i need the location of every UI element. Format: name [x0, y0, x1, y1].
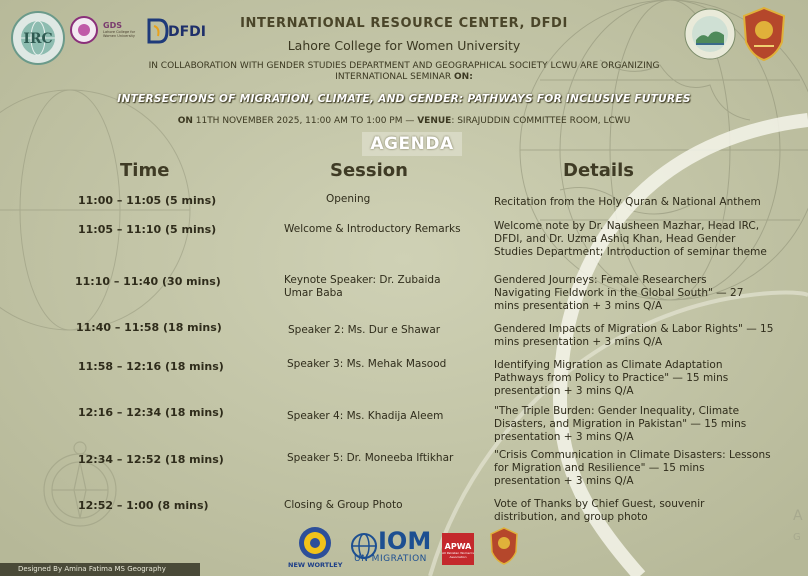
gds-logo-sub2: Women University: [103, 34, 135, 38]
row-time: 12:16 – 12:34 (18 mins): [78, 406, 224, 419]
row-details: "Crisis Communication in Climate Disasters: Lessons for Migration and Resilience" — 15 mins presentation + 3 mins Q/A: [494, 449, 771, 487]
row-time: 12:34 – 12:52 (18 mins): [78, 453, 224, 466]
row-session: Speaker 5: Dr. Moneeba Iftikhar: [287, 452, 454, 464]
column-header-details: Details: [563, 160, 634, 181]
designer-credit-bar: [0, 563, 200, 576]
apwa-sub2: Association: [449, 555, 467, 559]
row-session: Closing & Group Photo: [284, 499, 403, 511]
collaboration-line-1: IN COLLABORATION WITH GENDER STUDIES DEPARTMENT AND GEOGRAPHICAL SOCIETY LCWU ARE ORGANIZING: [148, 61, 660, 71]
designer-credit: Designed By Amina Fatima MS Geography: [18, 565, 166, 573]
row-time: 11:40 – 11:58 (18 mins): [76, 321, 222, 334]
row-details: "The Triple Burden: Gender Inequality, Climate Disasters, and Migration in Pakistan" — 15 mins presentation + 3 mins Q/A: [494, 405, 747, 443]
new-wortley-logo-icon: [298, 526, 332, 560]
row-session: Speaker 2: Ms. Dur e Shawar: [288, 324, 441, 336]
seminar-theme-banner: [96, 90, 712, 108]
apwa-sub1: All Pakistan Women's: [442, 551, 474, 555]
row-details: Welcome note by Dr. Nausheen Mazhar, Head IRC, DFDI, and Dr. Uzma Ashiq Khan, Head Gender Studies Department; Introduction of seminar theme: [494, 220, 767, 258]
venue-label: VENUE: [417, 116, 452, 126]
row-session: Speaker 3: Ms. Mehak Masood: [287, 358, 447, 370]
column-header-session: Session: [330, 160, 408, 181]
agenda-heading-box: [362, 132, 462, 156]
new-wortley-text: NEW WORTLEY: [288, 561, 343, 569]
row-time: 11:10 – 11:40 (30 mins): [75, 275, 221, 288]
date-venue-line: [0, 116, 808, 126]
row-session: Opening: [326, 193, 371, 205]
row-time: 11:00 – 11:05 (5 mins): [78, 194, 217, 207]
row-time: 11:58 – 12:16 (18 mins): [78, 360, 224, 373]
column-header-time: Time: [120, 160, 170, 181]
venue: : SIRAJUDDIN COMMITTEE ROOM, LCWU: [451, 116, 631, 126]
row-details: Vote of Thanks by Chief Guest, souvenir distribution, and group photo: [494, 498, 705, 523]
un-migration-text: UN MIGRATION: [354, 554, 427, 564]
gds-logo-sub1: Lahore College for: [103, 30, 136, 34]
svg-text:A: A: [793, 508, 803, 524]
row-session: Speaker 4: Ms. Khadija Aleem: [287, 410, 444, 422]
svg-text:G: G: [793, 532, 801, 543]
row-details: Identifying Migration as Climate Adaptation Pathways from Policy to Practice" — 15 mins presentation + 3 mins Q/A: [494, 359, 729, 397]
dfdi-logo-text: DFDI: [168, 24, 207, 40]
agenda-heading: AGENDA: [370, 134, 454, 154]
on-label: ON: [177, 116, 193, 126]
svg-text:IRC: IRC: [23, 31, 53, 47]
lcwu-crest-small-icon: [488, 526, 520, 566]
row-details: Recitation from the Holy Quran & National Anthem: [494, 196, 761, 208]
lcwu-crest-icon: [740, 6, 788, 62]
row-details: Gendered Journeys: Female Researchers Navigating Fieldwork in the Global South" — 27 mins presentation + 3 mins Q/A: [494, 274, 744, 312]
collaboration-text: [100, 61, 708, 83]
date-time: 11TH NOVEMBER 2025, 11:00 AM TO 1:00 PM —: [192, 116, 418, 126]
row-time: 12:52 – 1:00 (8 mins): [78, 499, 209, 512]
row-session: Keynote Speaker: Dr. Zubaida Umar Baba: [284, 274, 441, 299]
gds-logo-text: GDS: [103, 21, 122, 30]
apwa-logo-icon: [442, 533, 474, 565]
collaboration-line-2: INTERNATIONAL SEMINAR: [335, 72, 455, 82]
iom-text: IOM: [378, 527, 432, 555]
org-title: INTERNATIONAL RESOURCE CENTER, DFDI: [240, 16, 568, 31]
university-name: Lahore College for Women University: [287, 38, 521, 53]
row-time: 11:05 – 11:10 (5 mins): [78, 223, 217, 236]
collaboration-on: ON:: [454, 72, 473, 82]
row-details: Gendered Impacts of Migration & Labor Rights" — 15 mins presentation + 3 mins Q/A: [494, 323, 774, 348]
apwa-text: APWA: [444, 542, 472, 551]
seminar-theme: INTERSECTIONS OF MIGRATION, CLIMATE, AND GENDER: PATHWAYS FOR INCLUSIVE FUTURES: [117, 93, 691, 105]
row-session: Welcome & Introductory Remarks: [284, 223, 461, 235]
